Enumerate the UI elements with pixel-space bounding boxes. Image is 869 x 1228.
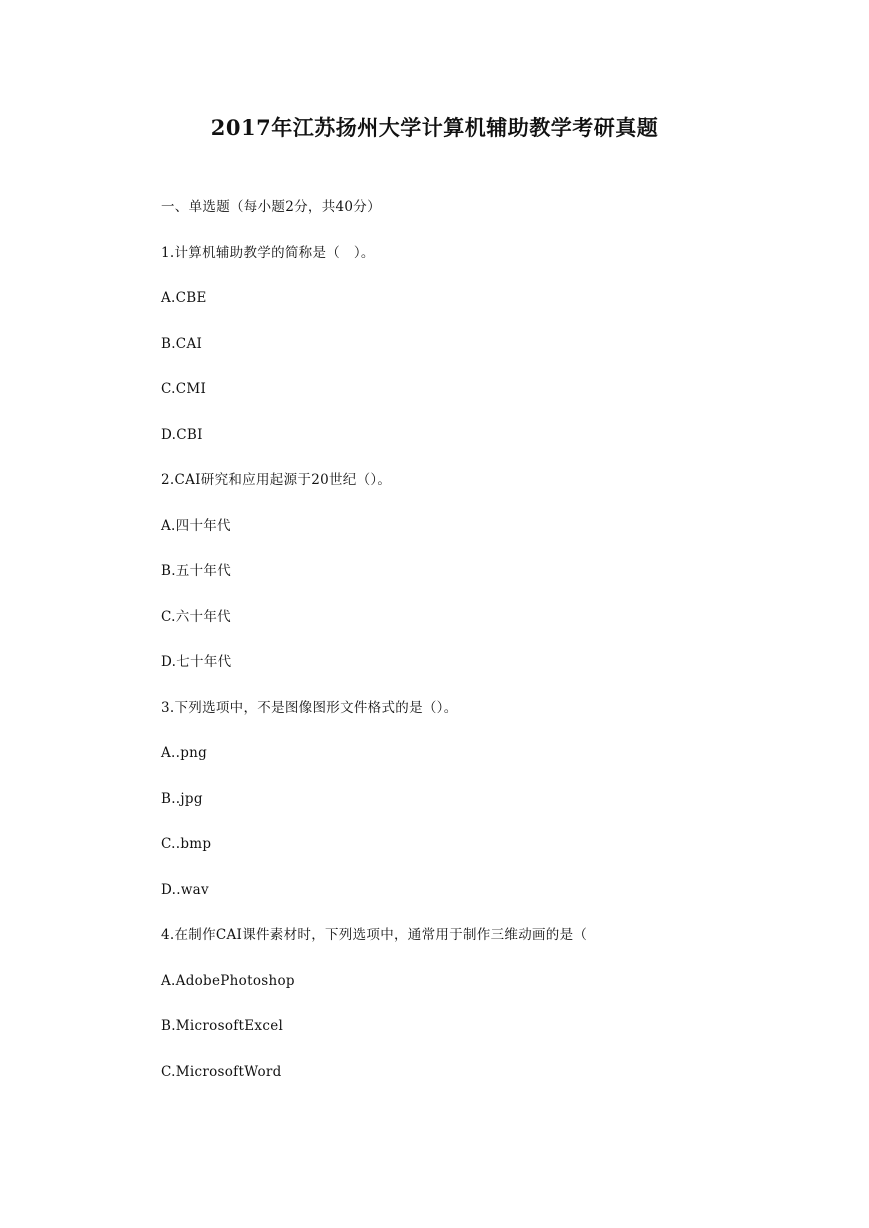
document-body: [161, 195, 841, 1105]
question-1-option-b: B.CAI: [161, 335, 203, 352]
question-2-option-d: D.七十年代: [161, 654, 232, 670]
question-4-option-c: C.MicrosoftWord: [161, 1063, 282, 1080]
question-1: 1.计算机辅助教学的简称是（ ）。: [161, 244, 375, 261]
question-4-option-a: A.AdobePhotoshop: [161, 972, 295, 989]
section-heading: 一、单选题（每小题2分，共40分）: [161, 199, 381, 215]
question-4: 4.在制作CAI课件素材时，下列选项中，通常用于制作三维动画的是（: [161, 927, 588, 943]
question-3-option-d: D..wav: [161, 881, 209, 898]
question-2: 2.CAI研究和应用起源于20世纪（）。: [161, 472, 392, 488]
question-1-option-c: C.CMI: [161, 381, 207, 397]
question-4-option-b: B.MicrosoftExcel: [161, 1018, 284, 1034]
question-1-option-a: A.CBE: [161, 290, 207, 306]
question-3: 3.下列选项中，不是图像图形文件格式的是（）。: [161, 699, 458, 716]
question-3-option-a: A..png: [161, 745, 208, 761]
question-2-option-b: B.五十年代: [161, 563, 232, 579]
page-title: 2017年江苏扬州大学计算机辅助教学考研真题: [210, 115, 659, 140]
question-3-option-b: B..jpg: [161, 790, 203, 807]
question-3-option-c: C..bmp: [161, 836, 212, 852]
question-1-option-d: D.CBI: [161, 426, 203, 443]
question-2-option-a: A.四十年代: [161, 517, 231, 534]
question-2-option-c: C.六十年代: [161, 608, 231, 625]
